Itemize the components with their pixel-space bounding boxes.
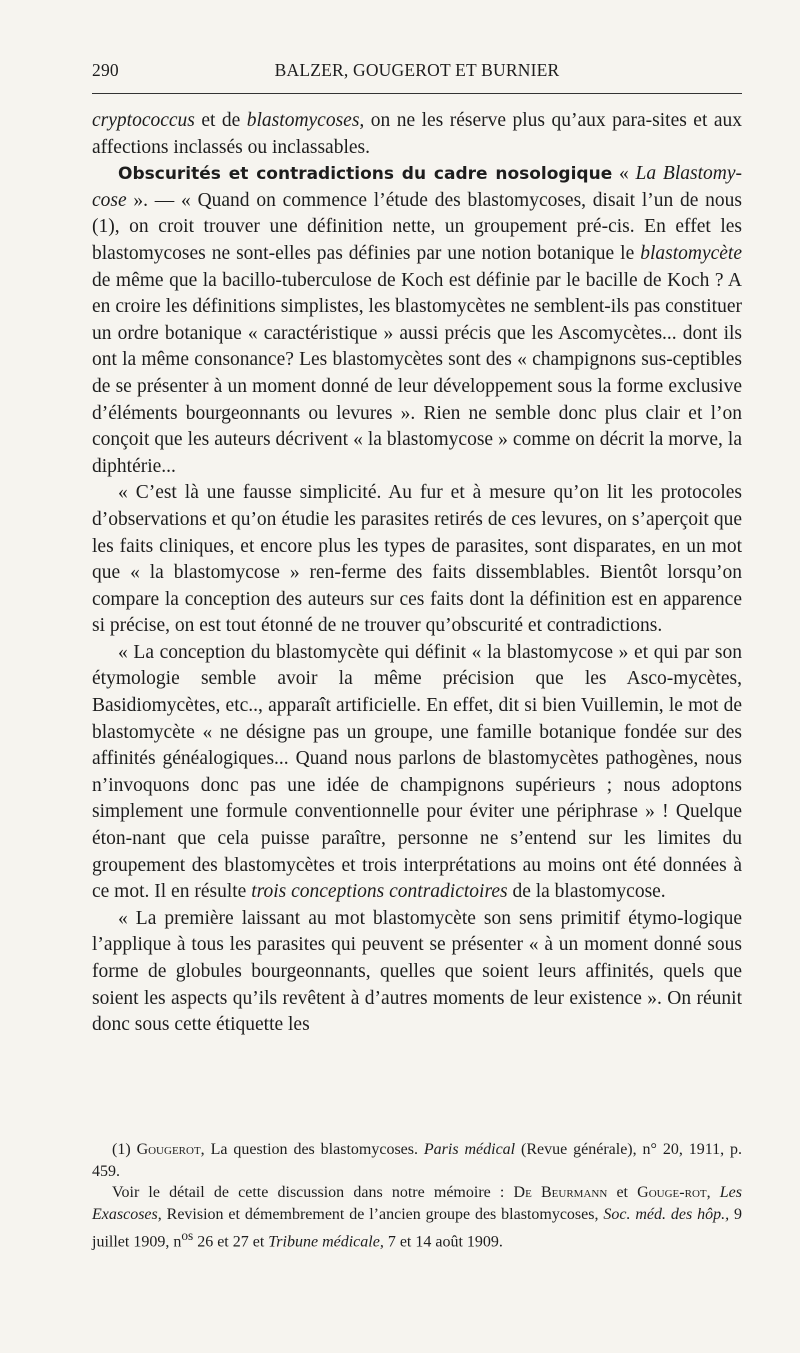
footnotes (92, 1139, 742, 1253)
text-run: « (612, 163, 636, 185)
journal-title: Soc. méd. des hôp., (603, 1205, 730, 1223)
paragraph-2 (92, 161, 742, 480)
paragraph-1 (92, 108, 742, 161)
text-run: , La question des blastomycoses. (200, 1141, 424, 1158)
text-run: (1) (112, 1141, 137, 1158)
paragraph-3: « C’est là une fausse simplicité. Au fur et à mesure qu’on lit les protocoles d’observations et qu’on étudie les parasites retirés de ces levures, on s’aperçoit que les faits cliniques, et encore plus les types de parasites, sont disparates, en un mot que « la blastomycose » ren-ferme des faits dissemblables. Bientôt lorsqu’on compare la conception des auteurs sur ces faits dont la définition est en apparence si précise, on est tout étonné de ne trouver qu’obscurité et contradictions. (92, 482, 742, 637)
text-run: 9 juillet 1909, n (92, 1205, 743, 1251)
author-name: Gouge-rot (637, 1184, 707, 1201)
italic-term: blastomycète (640, 242, 742, 264)
italic-term: cryptococcus (92, 110, 195, 131)
text-run: 7 et 14 août 1909. (383, 1233, 503, 1251)
paragraph-5: « La première laissant au mot blastomycète son sens primitif étymo-logique l’applique à tous les parasites qui peuvent se présenter « à un moment donné sous forme de globules bourgeonnants, quelles que soient leurs affinités, quels que soient les aspects qu’ils revêtent à d’autres moments de leur existence ». On réunit donc sous cette étiquette les (92, 907, 742, 1036)
text-run: on ne les réserve plus qu’aux para-sites et aux affections inclassés ou inclassables. (92, 110, 742, 158)
footnote-2 (92, 1182, 742, 1253)
text-run: et (607, 1184, 638, 1201)
text-run: ». — « Quand on commence l’étude des blastomycoses, disait l’un de nous (1), on croit trouver une définition nette, un groupement pré-cis. En effet les blastomycoses ne sont-elles pas définies par une notion botanique le (92, 189, 742, 264)
text-run: , (706, 1184, 720, 1201)
page-number: 290 (92, 60, 119, 80)
text-run: , Revision et démembrement de l’ancien groupe des blastomycoses, (157, 1205, 604, 1223)
journal-title: Paris médical (423, 1141, 516, 1158)
italic-term: blastomycoses, (246, 110, 365, 131)
author-name: Gougerot (136, 1141, 201, 1158)
body-text (92, 108, 742, 1039)
superscript: os (181, 1228, 194, 1243)
work-title: Les Exascoses (92, 1184, 743, 1223)
section-heading: Obscurités et contradictions du cadre nosologique (118, 164, 613, 185)
text-run: Voir le détail de cette discussion dans notre mémoire : (112, 1184, 514, 1201)
header-rule (92, 93, 742, 94)
text-run: 26 et 27 et (193, 1233, 269, 1251)
running-title: BALZER, GOUGEROT ET BURNIER (274, 60, 560, 80)
text-run: « La conception du blastomycète qui définit « la blastomycose » et qui par son étymologie semble avoir la même précision que les Asco-mycètes, Basidiomycètes, etc.., apparaît artificielle. En effet, dit si bien Vuillemin, le mot de blastomycète « ne désigne pas un groupe, une famille botanique fondée sur des affinités généalogiques... Quand nous parlons de blastomycètes pathogènes, nous n’invoquons donc pas une idée de champignons supérieurs ; nous adoptons simplement une formule conventionnelle pour éviter une périphrase » ! Quelque éton-nant que cela puisse paraître, personne ne s’entend sur les limites du groupement des blastomycètes et trois interprétations au moins ont été données à ce mot. Il en résulte (92, 641, 742, 903)
footnote-1 (92, 1139, 742, 1182)
journal-title: Tribune médicale, (268, 1233, 384, 1251)
text-run: de même que la bacillo-tuberculose de Koch est définie par le bacille de Koch ? A en croire les définitions simplistes, les blastomycètes ne semblent-ils pas constituer un ordre botanique « caractéristique » aussi précis que les Ascomycètes... dont ils ont la même consonance? Les blastomycètes sont des « champignons sus-ceptibles de se présenter à un moment donné de leur développement sous la forme exclusive d’éléments bourgeonnants ou levures ». Rien ne semble donc plus clair et l’on conçoit que les auteurs décrivent « la blastomycose » comme on décrit la morve, la diphtérie... (92, 269, 742, 477)
text-run: de la blastomycose. (507, 881, 666, 903)
text-run: (Revue générale), n° 20, 1911, p. 459. (92, 1141, 743, 1180)
paragraph-4 (92, 640, 742, 906)
italic-term: trois conceptions contradictoires (251, 881, 508, 903)
italic-term: La Blastomy-cose (92, 163, 742, 211)
author-name: De Beurmann (513, 1184, 608, 1201)
page-header (92, 60, 742, 88)
text-run: et de (194, 110, 247, 131)
